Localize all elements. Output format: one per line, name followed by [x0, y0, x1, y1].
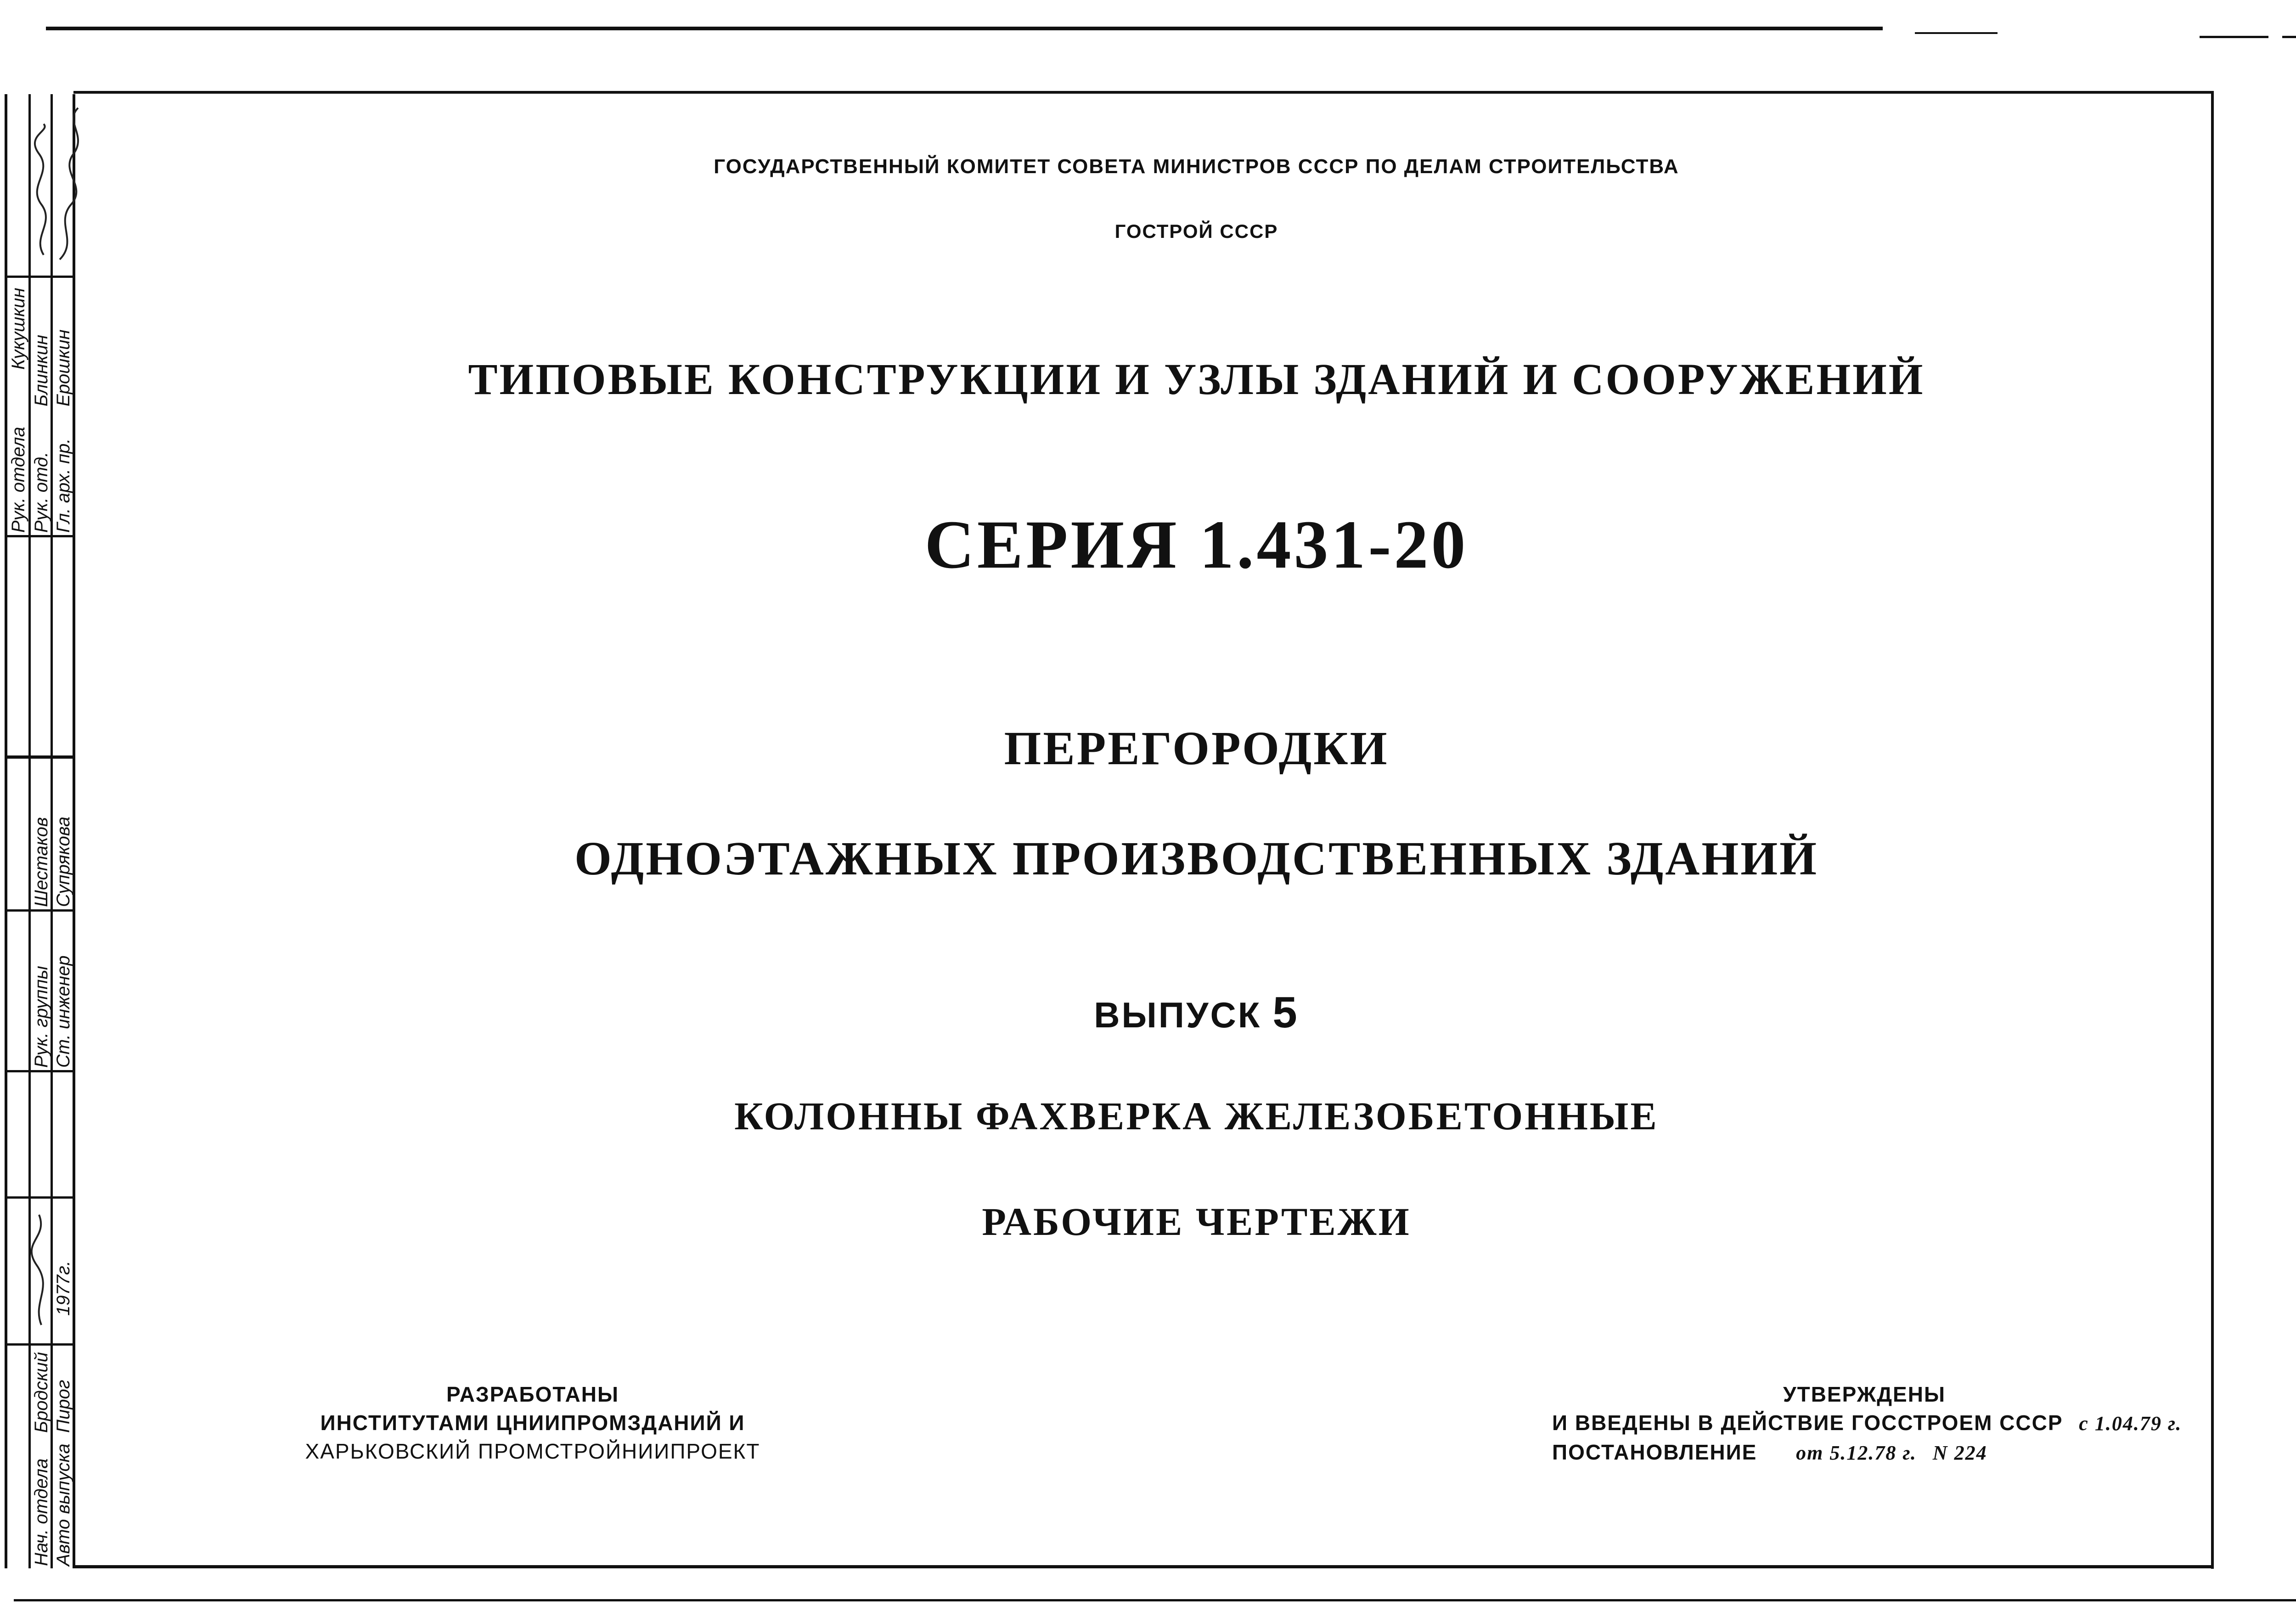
approved-order-label: ПОСТАНОВЛЕНИЕ — [1552, 1440, 1757, 1464]
approved-block — [1552, 1380, 2241, 1467]
stamp-role: Рук. группы — [31, 966, 51, 1068]
developed-line1: ИНСТИТУТАМИ ЦНИИПРОМЗДАНИЙ И — [320, 1411, 745, 1435]
approved-order-number: N 224 — [1932, 1442, 1987, 1464]
issue-label: ВЫПУСК — [1094, 995, 1262, 1035]
top-edge-dash — [1915, 32, 1998, 34]
top-edge-dash-3 — [2282, 36, 2296, 38]
stamp-name: Кукушкин — [8, 287, 28, 370]
inner-frame-right — [2211, 91, 2214, 1569]
gosstroy-abbrev: ГОСТРОЙ СССР — [1114, 220, 1278, 242]
stamp-role: Гл. арх. пр. — [53, 438, 73, 533]
developed-label: РАЗРАБОТАНЫ — [446, 1382, 619, 1406]
subject-title-line1: ПЕРЕГОРОДКИ — [1004, 722, 1389, 775]
developed-by-block — [257, 1380, 808, 1465]
stamp-role: Ст. инженер — [53, 955, 73, 1068]
stamp-name: Шестаков — [31, 817, 51, 907]
approved-order-date: от 5.12.78 г. — [1796, 1442, 1917, 1464]
approved-label: УТВЕРЖДЕНЫ — [1783, 1382, 1946, 1406]
top-edge-line — [46, 27, 1883, 30]
stamp-role: Авто выпуска — [53, 1443, 73, 1566]
stamp-year: 1977г. — [53, 1261, 73, 1316]
stamp-name: Супрякова — [53, 817, 73, 907]
stamp-row-line — [5, 909, 75, 912]
subject-title-line2: ОДНОЭТАЖНЫХ ПРОИЗВОДСТВЕННЫХ ЗДАНИЙ — [574, 832, 1819, 885]
collection-title: ТИПОВЫЕ КОНСТРУКЦИИ И УЗЛЫ ЗДАНИЙ И СООРУЖЕНИЙ — [468, 355, 1925, 404]
committee-name: ГОСУДАРСТВЕННЫЙ КОМИТЕТ СОВЕТА МИНИСТРОВ СССР ПО ДЕЛАМ СТРОИТЕЛЬСТВА — [714, 155, 1679, 178]
document-type: РАБОЧИЕ ЧЕРТЕЖИ — [982, 1200, 1411, 1244]
stamp-name: Пирог — [53, 1380, 73, 1433]
developed-line2: ХАРЬКОВСКИЙ ПРОМСТРОЙНИИПРОЕКТ — [305, 1439, 760, 1463]
stamp-row-line — [5, 276, 75, 278]
stamp-row-line — [5, 1343, 75, 1346]
stamp-row-line — [5, 1070, 75, 1072]
approved-line1: И ВВЕДЕНЫ В ДЕЙСТВИЕ ГОССТРОЕМ СССР — [1552, 1411, 2063, 1435]
series-number: СЕРИЯ 1.431-20 — [924, 507, 1469, 583]
stamp-name: Блинкин — [31, 335, 51, 406]
outer-bottom-edge — [14, 1599, 2296, 1601]
inner-frame-bottom — [73, 1565, 2213, 1568]
approved-line2-row — [1552, 1438, 2241, 1467]
stamp-name: Бродский — [31, 1352, 51, 1433]
stamp-role: Нач. отдела — [31, 1458, 51, 1566]
stamp-role: Рук. отд. — [31, 451, 51, 533]
issue-heading — [0, 987, 2296, 1038]
approved-date-from: с 1.04.79 г. — [2079, 1412, 2182, 1435]
issue-title: КОЛОННЫ ФАХВЕРКА ЖЕЛЕЗОБЕТОННЫЕ — [734, 1094, 1659, 1138]
issue-number: 5 — [1272, 988, 1299, 1037]
inner-frame-top — [73, 91, 2213, 94]
stamp-role: Рук. отдела — [8, 427, 28, 533]
top-edge-dash-2 — [2200, 36, 2268, 38]
stamp-name: Ерошкин — [53, 329, 73, 406]
approved-line1-row — [1552, 1409, 2241, 1438]
